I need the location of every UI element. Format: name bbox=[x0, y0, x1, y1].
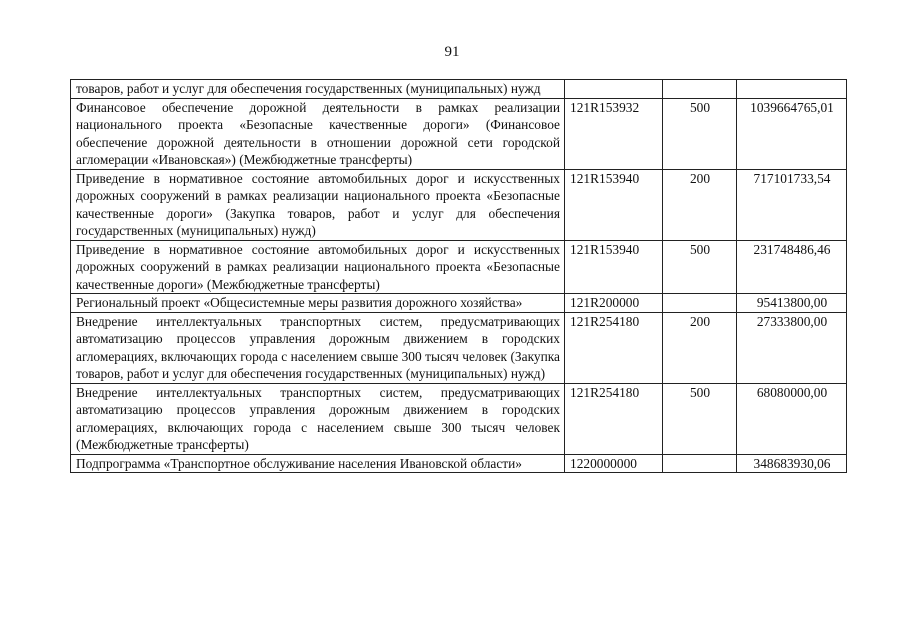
row-expense-type-cell: 200 bbox=[663, 169, 737, 240]
row-name-cell: Внедрение интеллектуальных транспортных систем, предусматривающих автоматизацию процессов управления дорожным движением в городских агломерациях, включающих города с населением свыше 300 тысяч человек (Закупка товаров, работ и услуг для обеспечения государственных (муниципальных) нужд) bbox=[71, 312, 565, 383]
row-code-cell: 121R153932 bbox=[565, 98, 663, 169]
row-sum-cell: 95413800,00 bbox=[737, 294, 847, 313]
row-sum-cell: 231748486,46 bbox=[737, 240, 847, 294]
table-row bbox=[71, 312, 847, 383]
row-sum-cell: 68080000,00 bbox=[737, 383, 847, 454]
table-row bbox=[71, 80, 847, 99]
row-sum-cell: 348683930,06 bbox=[737, 454, 847, 473]
row-code-cell: 121R200000 bbox=[565, 294, 663, 313]
row-sum-cell: 1039664765,01 bbox=[737, 98, 847, 169]
table-row bbox=[71, 240, 847, 294]
row-name-cell: товаров, работ и услуг для обеспечения государственных (муниципальных) нужд bbox=[71, 80, 565, 99]
table-row bbox=[71, 383, 847, 454]
row-code-cell: 121R254180 bbox=[565, 312, 663, 383]
row-sum-cell: 27333800,00 bbox=[737, 312, 847, 383]
row-code-cell: 121R254180 bbox=[565, 383, 663, 454]
table-row bbox=[71, 98, 847, 169]
row-expense-type-cell bbox=[663, 80, 737, 99]
table-row bbox=[71, 169, 847, 240]
row-sum-cell: 717101733,54 bbox=[737, 169, 847, 240]
row-name-cell: Финансовое обеспечение дорожной деятельности в рамках реализации национального проекта «Безопасные качественные дороги» (Финансовое обеспечение дорожной деятельности в отношении дорожной сети городской агломерации «Ивановская») (Межбюджетные трансферты) bbox=[71, 98, 565, 169]
row-name-cell: Региональный проект «Общесистемные меры развития дорожного хозяйства» bbox=[71, 294, 565, 313]
budget-table-body bbox=[71, 80, 847, 473]
budget-table bbox=[70, 79, 847, 473]
row-expense-type-cell: 500 bbox=[663, 240, 737, 294]
row-name-cell: Приведение в нормативное состояние автомобильных дорог и искусственных дорожных сооружений в рамках реализации национального проекта «Безопасные качественные дороги» (Межбюджетные трансферты) bbox=[71, 240, 565, 294]
row-expense-type-cell: 500 bbox=[663, 98, 737, 169]
table-row bbox=[71, 294, 847, 313]
row-name-cell: Приведение в нормативное состояние автомобильных дорог и искусственных дорожных сооружений в рамках реализации национального проекта «Безопасные качественные дороги» (Закупка товаров, работ и услуг для обеспечения государственных (муниципальных) нужд) bbox=[71, 169, 565, 240]
row-expense-type-cell: 500 bbox=[663, 383, 737, 454]
row-sum-cell bbox=[737, 80, 847, 99]
row-expense-type-cell bbox=[663, 294, 737, 313]
row-name-cell: Внедрение интеллектуальных транспортных систем, предусматривающих автоматизацию процессов управления дорожным движением в городских агломерациях, включающих города с населением свыше 300 тысяч человек (Межбюджетные трансферты) bbox=[71, 383, 565, 454]
row-code-cell: 121R153940 bbox=[565, 240, 663, 294]
row-code-cell: 121R153940 bbox=[565, 169, 663, 240]
table-row bbox=[71, 454, 847, 473]
row-expense-type-cell bbox=[663, 454, 737, 473]
row-expense-type-cell: 200 bbox=[663, 312, 737, 383]
page-number: 91 bbox=[444, 44, 460, 60]
row-code-cell: 1220000000 bbox=[565, 454, 663, 473]
row-name-cell: Подпрограмма «Транспортное обслуживание населения Ивановской области» bbox=[71, 454, 565, 473]
row-code-cell bbox=[565, 80, 663, 99]
